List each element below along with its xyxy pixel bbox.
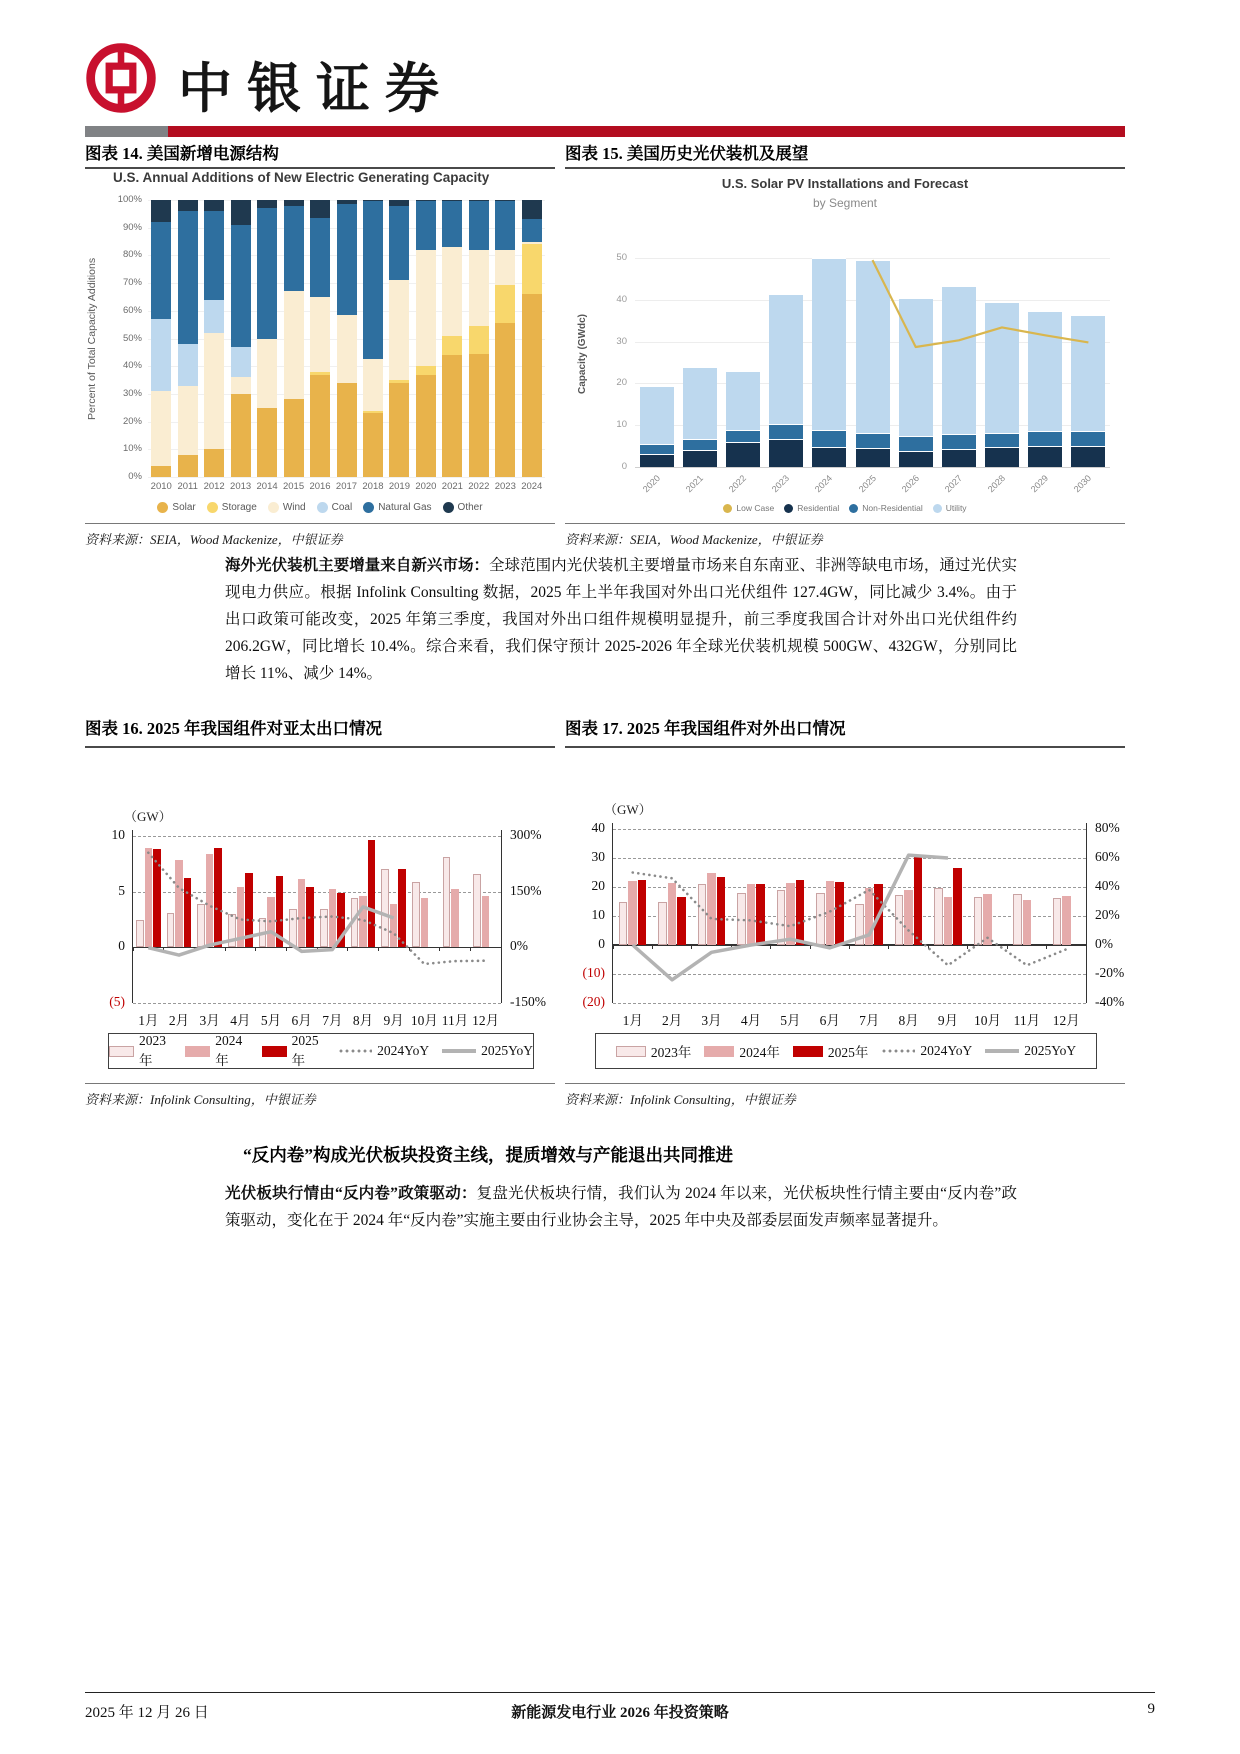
y-tick-label: 20 <box>591 878 605 893</box>
bar-segment-Coal <box>151 319 171 391</box>
bar-segment-Other <box>257 200 277 208</box>
source-divider <box>565 1083 1125 1084</box>
boc-logo-icon <box>85 42 157 114</box>
legend-label: Storage <box>221 502 257 513</box>
x-tick-label: 4月 <box>740 1013 762 1028</box>
bar-segment-Other <box>363 200 383 201</box>
figure-16-source: 资料来源：Infolink Consulting，中银证券 <box>85 1092 316 1107</box>
legend-swatch <box>704 1046 734 1057</box>
x-tick-label: 11月 <box>441 1013 469 1028</box>
legend-item <box>985 1043 1076 1059</box>
x-tick-label: 2013 <box>230 481 252 492</box>
bar-segment-Wind <box>257 339 277 408</box>
header-divider-gray <box>85 126 168 137</box>
y-tick-label: 10% <box>122 443 142 455</box>
figure-15-source: 资料来源：SEIA，Wood Mackenize，中银证券 <box>565 532 823 547</box>
legend-swatch <box>784 504 793 513</box>
yoy-line-2025YoY <box>633 855 948 980</box>
legend-item <box>363 502 431 513</box>
bar-segment-Solar <box>416 375 436 477</box>
paragraph-lead: 海外光伏装机主要增量来自新兴市场： <box>225 557 490 574</box>
bar-segment-Solar <box>151 466 171 477</box>
line-overlay <box>133 830 501 1003</box>
bar-segment-Natural Gas <box>310 218 330 297</box>
paragraph-overseas-demand <box>225 552 1017 687</box>
x-tick-label: 2月 <box>661 1013 683 1028</box>
figure-16 <box>85 715 555 1115</box>
legend-label: Other <box>457 502 483 513</box>
y-tick-label: 90% <box>122 221 142 233</box>
legend-item <box>442 1043 533 1059</box>
chart-subtitle: by Segment <box>812 196 878 210</box>
bar-segment-Storage <box>469 326 489 354</box>
x-tick-label: 2023 <box>769 473 792 495</box>
legend-label: 2025年 <box>827 1045 869 1060</box>
y-tick-label: 0% <box>128 471 142 482</box>
bar-segment-Coal <box>204 300 224 333</box>
x-tick-label: 2025 <box>856 473 878 495</box>
y-tick-label: 10 <box>616 419 627 431</box>
legend-line-solid <box>442 1049 476 1053</box>
right-tick-label: 80% <box>1095 820 1120 835</box>
legend-label: 2025年 <box>291 1033 319 1068</box>
x-tick-label: 2030 <box>1072 473 1094 495</box>
bar-segment-Coal <box>231 347 251 377</box>
bar-segment-Natural Gas <box>469 201 489 249</box>
right-tick-label: -20% <box>1095 965 1125 980</box>
x-tick-label: 9月 <box>937 1013 959 1028</box>
bar-segment-Natural Gas <box>495 201 515 249</box>
legend <box>85 502 555 513</box>
footer-divider <box>85 1692 1155 1693</box>
bar-segment-Natural Gas <box>204 211 224 300</box>
bar-segment-Wind <box>363 359 383 410</box>
bar-segment-Solar <box>522 294 542 477</box>
bar-segment-Solar <box>337 383 357 477</box>
paragraph-text: 全球范围内光伏装机主要增量市场来自东南亚、非洲等缺电市场，通过光伏实现电力供应。根据 Infolink Consulting 数据，2025 年上半年我国对外出口光伏组件 127.4GW，同比减少 3.4%。由于出口政策可能改变，2025 年第三季度，我国对外出口组件规模明显提升，前三季度我国合计对外出口光伏组件约 206.2GW，同比增长 10.4%。综合来看，我们保守预计 2025-2026 年全球光伏装机规模 500GW、432GW，分别同比增长 11%、减少 14%。 <box>225 557 1017 682</box>
footer-page-number: 9 <box>1147 1701 1155 1717</box>
legend-label: 2024YoY <box>377 1043 430 1058</box>
y-tick-label: 30 <box>616 335 627 347</box>
legend-item <box>109 1033 172 1069</box>
plot-area <box>577 240 1110 495</box>
legend-swatch <box>443 502 454 513</box>
y-tick-label: 40 <box>616 293 627 305</box>
legend-item <box>268 502 306 513</box>
bar-segment-Wind <box>204 333 224 449</box>
right-tick-label: 300% <box>510 827 542 842</box>
x-tick-label: 2024 <box>521 481 543 492</box>
y-tick-label: 10 <box>591 907 605 922</box>
x-tick-label: 3月 <box>199 1013 220 1028</box>
bar-segment-Other <box>416 200 436 201</box>
legend-swatch <box>793 1046 823 1057</box>
legend-label: Coal <box>331 502 353 513</box>
x-tick-label: 10月 <box>973 1013 1001 1028</box>
bar-segment-Solar <box>469 354 489 477</box>
legend-item <box>849 503 922 513</box>
legend-item <box>207 502 257 513</box>
legend-label: 2023年 <box>650 1045 692 1060</box>
legend-label: 2024年 <box>739 1045 780 1060</box>
gridline <box>148 477 545 478</box>
bar-segment-Wind <box>310 297 330 372</box>
bar-segment-Solar <box>442 355 462 477</box>
bar-segment-Natural Gas <box>522 219 542 241</box>
legend-item <box>262 1033 325 1069</box>
legend-item <box>338 1043 429 1059</box>
bar-segment-Other <box>204 200 224 211</box>
legend-item <box>157 502 195 513</box>
right-tick-label: 20% <box>1095 907 1120 922</box>
legend-label: Natural Gas <box>378 502 432 513</box>
figure-15-label: 图表 15. 美国历史光伏装机及展望 <box>565 144 809 163</box>
bar-segment-Storage <box>442 336 462 355</box>
legend-label: Wind <box>282 502 306 513</box>
bar-segment-Solar <box>204 449 224 477</box>
legend-item <box>317 502 353 513</box>
x-tick-label: 5月 <box>260 1013 282 1028</box>
legend-swatch <box>262 1046 287 1057</box>
x-tick-label: 2012 <box>203 481 225 492</box>
legend-swatch <box>207 502 218 513</box>
bar-segment-Natural Gas <box>257 208 277 338</box>
bar-segment-Solar <box>495 323 515 477</box>
y-tick-label: 30 <box>591 849 605 864</box>
x-tick-label: 2020 <box>415 481 437 492</box>
x-tick-label: 2018 <box>362 481 384 492</box>
bar-segment-Solar <box>178 455 198 477</box>
legend-swatch <box>849 504 858 513</box>
brand-name: 中银证券 <box>178 59 454 119</box>
paragraph-lead: 光伏板块行情由“反内卷”政策驱动： <box>225 1185 477 1202</box>
bar-segment-Natural Gas <box>442 201 462 247</box>
legend-label: Residential <box>797 503 840 513</box>
plot-area <box>582 820 1125 1028</box>
right-tick-label: 0% <box>510 938 528 954</box>
y-tick-label: 20 <box>616 377 627 389</box>
y-tick-label: 50% <box>122 332 142 344</box>
bar-segment-Wind <box>416 250 436 366</box>
bar-segment-Storage <box>363 411 383 414</box>
legend-swatch <box>317 502 328 513</box>
axis-unit-label: （GW） <box>604 802 652 817</box>
x-tick-label: 8月 <box>352 1013 374 1028</box>
bar-segment-Other <box>389 200 409 206</box>
x-tick-label: 2015 <box>282 481 305 492</box>
legend-swatch <box>933 504 942 513</box>
figure-14 <box>85 140 555 560</box>
bar-segment-Storage <box>495 285 515 324</box>
legend-label: 2024YoY <box>920 1043 973 1058</box>
bar-segment-Other <box>178 200 198 211</box>
x-tick-label: 1月 <box>138 1013 159 1028</box>
line-Low Case <box>873 260 1089 347</box>
bar-segment-Other <box>495 200 515 201</box>
x-tick-label: 2027 <box>942 473 964 495</box>
bar-segment-Wind <box>178 386 198 455</box>
figure-16-chart <box>85 750 555 1080</box>
gridline <box>635 467 1110 468</box>
y-tick-label: (5) <box>109 994 125 1009</box>
x-tick-label: 2029 <box>1029 473 1051 495</box>
bar-segment-Solar <box>310 375 330 477</box>
right-tick-label: 0% <box>1095 936 1113 951</box>
x-tick-label: 2月 <box>168 1013 190 1028</box>
right-tick-label: 60% <box>1095 849 1120 864</box>
bar-segment-Other <box>522 200 542 219</box>
figure-14-chart <box>85 170 555 520</box>
bar-segment-Coal <box>178 344 198 386</box>
figure-16-label: 图表 16. 2025 年我国组件对亚太出口情况 <box>85 719 382 738</box>
bar-segment-Other <box>469 200 489 201</box>
bar-segment-Storage <box>416 366 436 374</box>
legend-label: Utility <box>945 503 967 513</box>
x-tick-label: 1月 <box>622 1013 643 1028</box>
figure-rule <box>85 746 555 748</box>
x-tick-label: 3月 <box>701 1013 722 1028</box>
legend-swatch <box>157 502 168 513</box>
source-divider <box>85 523 555 524</box>
legend <box>108 1033 534 1069</box>
x-tick-label: 10月 <box>410 1013 438 1028</box>
y-tick-label: 40 <box>591 820 605 835</box>
bar-segment-Storage <box>522 244 542 294</box>
figure-17 <box>565 715 1125 1115</box>
x-tick-label: 7月 <box>859 1013 880 1028</box>
x-tick-label: 2016 <box>309 481 331 492</box>
legend-line-dotted <box>338 1049 372 1053</box>
y-tick-label: 60% <box>122 304 142 316</box>
x-tick-label: 12月 <box>1052 1013 1080 1028</box>
x-tick-label: 2010 <box>150 481 172 492</box>
y-tick-label: 0 <box>118 938 125 954</box>
bar-segment-Wind <box>151 391 171 466</box>
y-tick-label: 0 <box>621 461 627 472</box>
bar-segment-Natural Gas <box>284 206 304 292</box>
figure-rule <box>565 746 1125 748</box>
x-tick-label: 6月 <box>819 1013 840 1028</box>
gridline <box>613 1003 1086 1004</box>
legend-label: Solar <box>172 502 196 513</box>
axis-unit-label: （GW） <box>124 809 172 824</box>
bar-segment-Natural Gas <box>231 225 251 347</box>
bar-segment-Storage <box>389 380 409 383</box>
x-tick-label: 9月 <box>383 1013 404 1028</box>
y-tick-label: (20) <box>582 994 605 1009</box>
bar-segment-Wind <box>522 242 542 245</box>
bar-segment-Solar <box>231 394 251 477</box>
x-tick-label: 6月 <box>291 1013 312 1028</box>
bar-segment-Solar <box>257 408 277 477</box>
figure-14-label: 图表 14. 美国新增电源结构 <box>85 144 279 163</box>
x-tick-label: 2026 <box>899 473 921 495</box>
y-tick-label: 80% <box>122 249 142 261</box>
y-tick-label: 100% <box>117 194 142 205</box>
line-overlay <box>613 823 1086 1003</box>
x-tick-label: 11月 <box>1013 1013 1041 1028</box>
legend-item <box>933 503 967 513</box>
legend-swatch <box>109 1046 134 1057</box>
x-tick-label: 2017 <box>335 481 358 492</box>
x-tick-label: 2020 <box>640 473 662 495</box>
yoy-line-2024YoY <box>633 873 1067 966</box>
paragraph-anti-involution <box>225 1180 1017 1234</box>
paragraph-text: 复盘光伏板块行情，我们认为 2024 年以来，光伏板块性行情主要由“反内卷”政策驱动，变化在于 2024 年“反内卷”实施主要由行业协会主导，2025 年中央及部委层面发声频率显著提升。 <box>225 1185 1017 1229</box>
x-tick-label: 2021 <box>441 481 463 492</box>
legend-item <box>793 1041 869 1061</box>
chart-title: U.S. Annual Additions of New Electric Generating Capacity <box>113 170 490 185</box>
y-tick-label: 0 <box>598 936 605 951</box>
legend <box>595 1033 1097 1069</box>
bar-segment-Other <box>337 200 357 204</box>
chart-title: U.S. Solar PV Installations and Forecast <box>721 176 969 191</box>
legend-line-dotted <box>881 1049 915 1053</box>
y-tick-label: 40% <box>122 360 142 372</box>
right-tick-label: -40% <box>1095 994 1125 1009</box>
legend-swatch <box>363 502 374 513</box>
x-tick-label: 2028 <box>985 473 1008 495</box>
legend-label: Non-Residential <box>862 503 923 513</box>
legend-swatch <box>723 504 732 513</box>
figure-15 <box>565 140 1125 560</box>
legend-label: 2025YoY <box>1024 1043 1077 1058</box>
legend-label: 2025YoY <box>481 1043 533 1058</box>
yoy-line-2025YoY <box>148 907 393 955</box>
bar-segment-Wind <box>495 250 515 285</box>
x-tick-label: 2022 <box>726 473 749 495</box>
y-tick-label: (10) <box>582 965 605 980</box>
footer-report-title: 新能源发电行业 2026 年投资策略 <box>511 1705 729 1721</box>
legend-swatch <box>616 1046 646 1057</box>
plot-area <box>109 827 546 1028</box>
gridline <box>133 1003 501 1004</box>
plot-area <box>86 194 545 492</box>
bar-segment-Solar <box>363 413 383 477</box>
legend-item <box>704 1041 780 1061</box>
x-tick-label: 2023 <box>494 481 516 492</box>
bar-segment-Wind <box>231 377 251 394</box>
bar-segment-Other <box>151 200 171 222</box>
y-tick-label: 20% <box>122 415 142 427</box>
legend-item <box>723 503 774 513</box>
legend-swatch <box>268 502 279 513</box>
figure-17-chart <box>565 750 1125 1080</box>
right-tick-label: 40% <box>1095 878 1120 893</box>
section-heading: “反内卷”构成光伏板块投资主线，提质增效与产能退出共同推进 <box>243 1145 733 1165</box>
y-tick-label: 5 <box>118 882 125 898</box>
legend-line-solid <box>985 1049 1019 1053</box>
x-tick-label: 2019 <box>388 481 410 492</box>
legend-item <box>881 1043 972 1059</box>
figure-17-label: 图表 17. 2025 年我国组件对外出口情况 <box>565 719 846 738</box>
bar-segment-Other <box>442 200 462 201</box>
figure-rule <box>85 167 555 169</box>
footer-date: 2025 年 12 月 26 日 <box>85 1705 209 1721</box>
x-tick-label: 2022 <box>468 481 490 492</box>
right-tick-label: -150% <box>510 994 546 1009</box>
bar-segment-Wind <box>389 280 409 380</box>
bar-segment-Wind <box>284 291 304 399</box>
x-tick-label: 2011 <box>177 481 198 492</box>
bar-segment-Wind <box>469 250 489 326</box>
bar-segment-Solar <box>284 399 304 477</box>
bar-segment-Other <box>310 200 330 218</box>
bar-segment-Natural Gas <box>178 211 198 344</box>
right-tick-label: 150% <box>510 882 542 898</box>
legend-item <box>784 503 839 513</box>
legend-item <box>616 1041 692 1061</box>
bar-segment-Other <box>284 200 304 206</box>
bar-segment-Solar <box>389 383 409 477</box>
legend-item <box>185 1033 248 1069</box>
legend-label: 2023年 <box>139 1033 167 1068</box>
figure-15-chart <box>565 170 1125 520</box>
line-overlay <box>635 240 1110 467</box>
x-tick-label: 4月 <box>230 1013 251 1028</box>
x-tick-label: 8月 <box>898 1013 919 1028</box>
y-tick-label: 30% <box>122 387 142 399</box>
x-tick-label: 2021 <box>683 473 705 495</box>
bar-segment-Natural Gas <box>151 222 171 319</box>
y-axis-title: Capacity (GWdc) <box>577 313 588 394</box>
bar-segment-Other <box>231 200 251 225</box>
y-tick-label: 50 <box>616 252 627 263</box>
y-tick-label: 70% <box>122 277 142 289</box>
bar-segment-Natural Gas <box>337 204 357 315</box>
bar-segment-Wind <box>337 315 357 383</box>
figure-17-source: 资料来源：Infolink Consulting，中银证券 <box>565 1092 796 1107</box>
figure-14-source: 资料来源：SEIA，Wood Mackenize，中银证券 <box>85 532 343 547</box>
bar-segment-Natural Gas <box>363 201 383 359</box>
header-divider-red <box>168 126 1125 137</box>
source-divider <box>85 1083 555 1084</box>
legend-label: Low Case <box>736 503 775 513</box>
bar-segment-Storage <box>310 372 330 375</box>
bar-segment-Wind <box>442 247 462 336</box>
legend-label: 2024年 <box>215 1033 243 1068</box>
legend-swatch <box>185 1046 210 1057</box>
source-divider <box>565 523 1125 524</box>
y-tick-label: 10 <box>111 827 125 842</box>
x-tick-label: 7月 <box>322 1013 343 1028</box>
y-axis-title: Percent of Total Capacity Additions <box>86 257 98 420</box>
bar-segment-Natural Gas <box>389 206 409 281</box>
x-tick-label: 12月 <box>472 1013 500 1028</box>
x-tick-label: 2024 <box>813 473 835 495</box>
figure-rule <box>565 167 1125 169</box>
x-tick-label: 5月 <box>780 1013 801 1028</box>
bar-segment-Natural Gas <box>416 201 436 249</box>
x-tick-label: 2014 <box>256 481 278 492</box>
legend <box>565 503 1125 513</box>
legend-item <box>443 502 483 513</box>
